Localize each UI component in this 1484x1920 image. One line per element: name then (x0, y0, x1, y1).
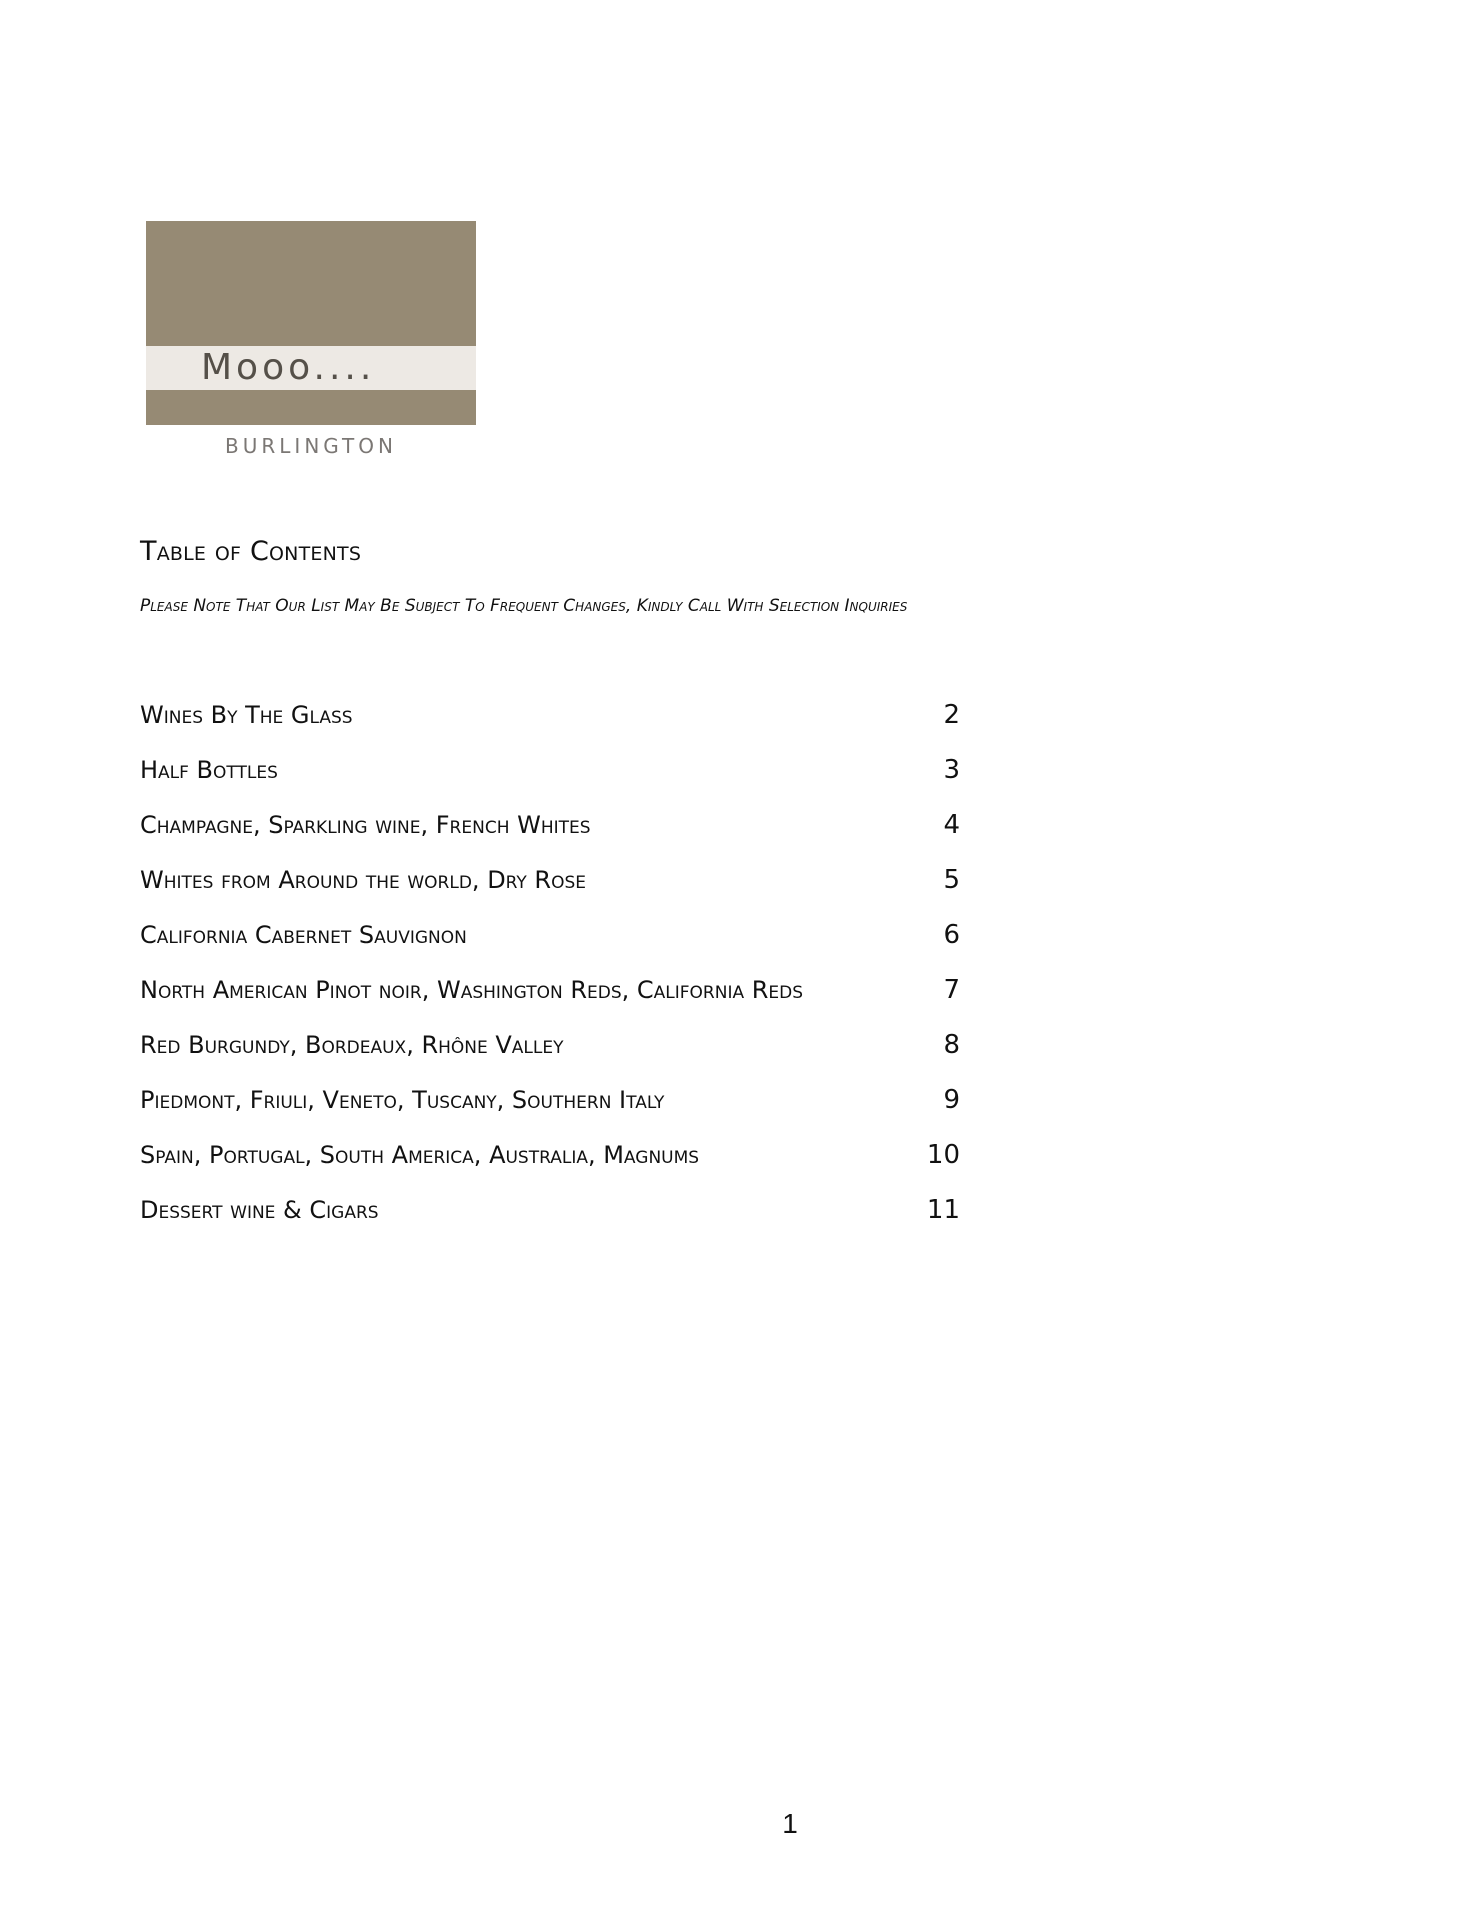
toc-entry-page: 6 (943, 920, 960, 950)
toc-entry-california-cabernet[interactable] (140, 910, 960, 965)
logo-band-bottom (146, 390, 476, 425)
toc-entry-label: Dessert wine & Cigars (140, 1196, 379, 1224)
toc-entry-dessert-cigars[interactable] (140, 1185, 960, 1240)
toc-entry-label: North American Pinot noir, Washington Reds, California Reds (140, 976, 804, 1004)
toc-entry-label: Whites from Around the world, Dry Rose (140, 866, 586, 894)
toc-entry-champagne[interactable] (140, 800, 960, 855)
toc-entry-page: 11 (926, 1195, 960, 1225)
toc-title: Table of Contents (140, 536, 362, 567)
toc-entry-page: 8 (943, 1030, 960, 1060)
toc-entry-north-american-reds[interactable] (140, 965, 960, 1020)
toc-entry-half-bottles[interactable] (140, 745, 960, 800)
toc-entry-label: Red Burgundy, Bordeaux, Rhône Valley (140, 1031, 564, 1059)
toc-entry-label: Half Bottles (140, 756, 278, 784)
restaurant-logo (146, 221, 476, 425)
toc-entry-page: 5 (943, 865, 960, 895)
toc-entry-wines-by-the-glass[interactable] (140, 690, 960, 745)
toc-entry-whites-around-world[interactable] (140, 855, 960, 910)
logo-city: BURLINGTON (225, 434, 397, 458)
toc-entry-page: 4 (943, 810, 960, 840)
toc-list (140, 690, 960, 1240)
toc-entry-label: Piedmont, Friuli, Veneto, Tuscany, Southern Italy (140, 1086, 665, 1114)
toc-entry-label: Spain, Portugal, South America, Australia, Magnums (140, 1141, 700, 1169)
toc-entry-label: California Cabernet Sauvignon (140, 921, 467, 949)
toc-entry-spain-portugal[interactable] (140, 1130, 960, 1185)
logo-wordmark: Mooo.... (201, 347, 376, 388)
toc-entry-page: 2 (943, 700, 960, 730)
logo-band-top (146, 221, 476, 346)
toc-entry-page: 7 (943, 975, 960, 1005)
toc-entry-page: 9 (943, 1085, 960, 1115)
toc-entry-label: Wines By The Glass (140, 701, 353, 729)
page-number: 1 (782, 1808, 798, 1839)
toc-entry-page: 3 (943, 755, 960, 785)
toc-entry-page: 10 (926, 1140, 960, 1170)
toc-entry-italy[interactable] (140, 1075, 960, 1130)
toc-entry-french-reds[interactable] (140, 1020, 960, 1075)
toc-entry-label: Champagne, Sparkling wine, French Whites (140, 811, 591, 839)
toc-note: Please Note That Our List May Be Subject To Frequent Changes, Kindly Call With Selection Inquiries (140, 596, 908, 616)
